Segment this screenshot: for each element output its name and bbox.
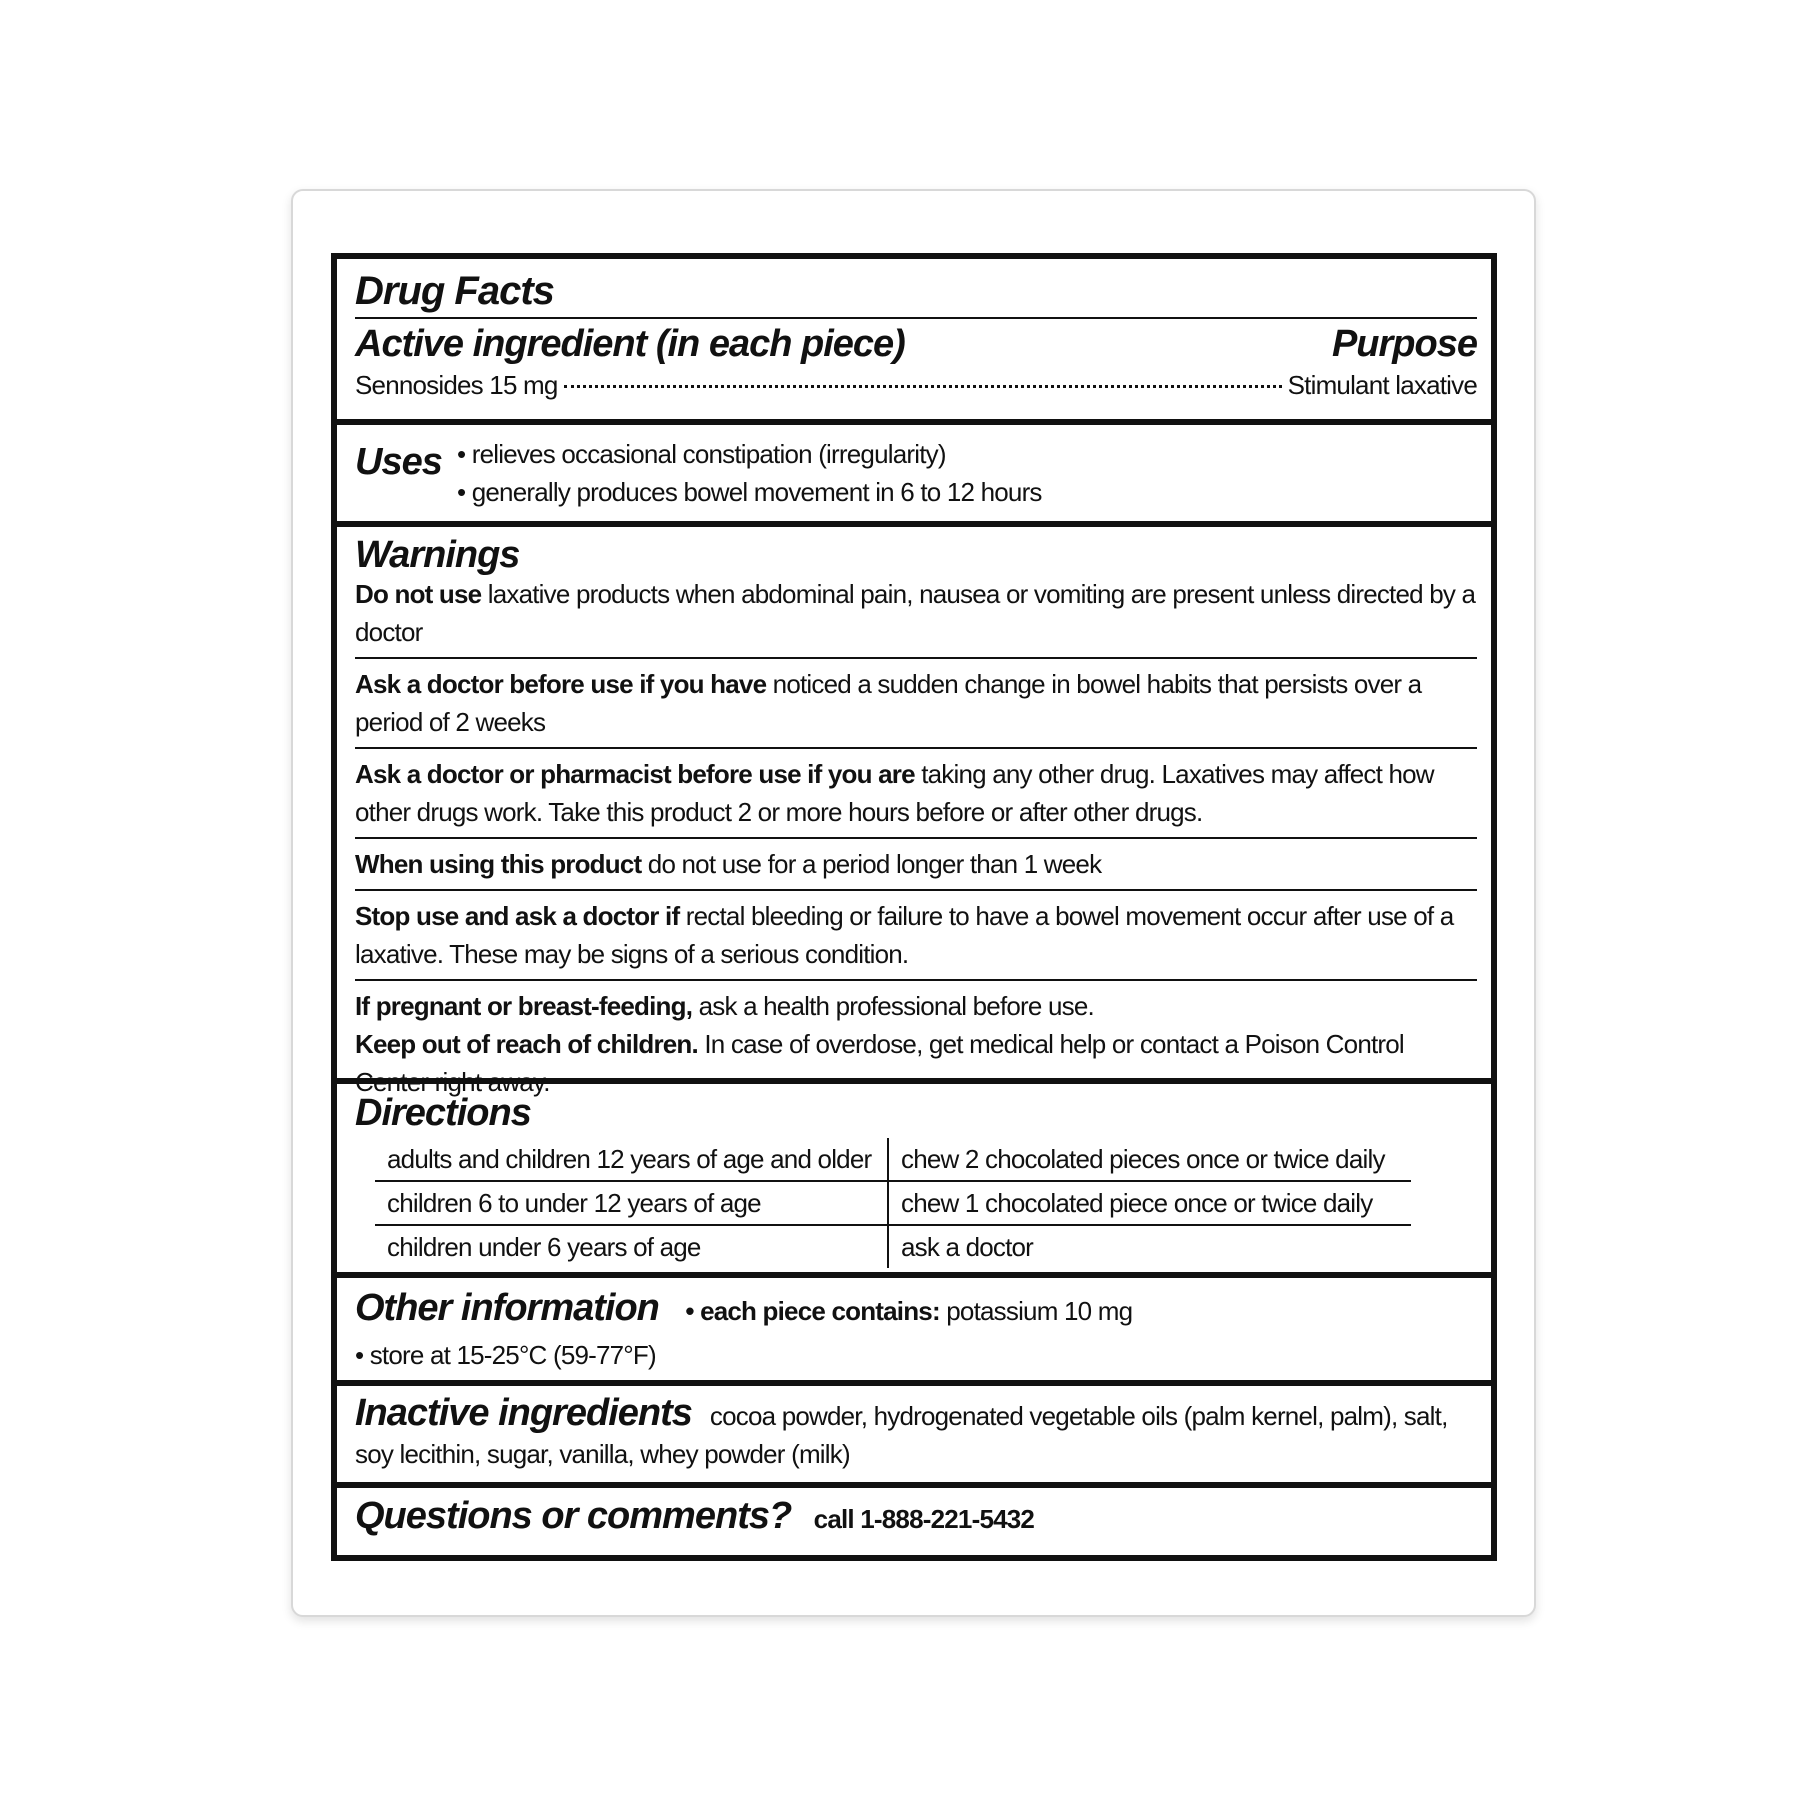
warning-when-using: When using this product do not use for a period longer than 1 week <box>355 837 1477 889</box>
active-ingredient-header-row <box>355 323 1477 366</box>
drug-facts-panel <box>331 253 1497 1561</box>
dot-leader <box>564 385 1282 388</box>
directions-table <box>375 1138 1411 1268</box>
directions-section <box>337 1084 1491 1278</box>
active-ingredient-label: Active ingredient (in each piece) <box>355 323 905 365</box>
table-row <box>375 1138 1411 1181</box>
ingredient-purpose: Stimulant laxative <box>1287 370 1477 400</box>
uses-section <box>337 425 1491 527</box>
directions-label: Directions <box>355 1092 531 1134</box>
table-row <box>375 1181 1411 1225</box>
table-row <box>375 1225 1411 1268</box>
active-ingredient-row <box>355 370 1477 401</box>
warnings-label: Warnings <box>355 534 520 576</box>
warnings-section <box>337 527 1491 1097</box>
purpose-label: Purpose <box>1331 323 1477 365</box>
age-group-cell: adults and children 12 years of age and older <box>375 1138 888 1181</box>
other-information-label: Other information <box>355 1287 659 1329</box>
list-item: • generally produces bowel movement in 6 to 12 hours <box>457 477 1042 507</box>
warning-ask-doctor: Ask a doctor before use if you have noticed a sudden change in bowel habits that persists over a period of 2 weeks <box>355 657 1477 747</box>
active-ingredient: Sennosides 15 mg <box>355 370 558 400</box>
dosage-cell: chew 1 chocolated piece once or twice daily <box>888 1181 1411 1225</box>
other-information-section <box>337 1278 1491 1386</box>
dosage-cell: ask a doctor <box>888 1225 1411 1268</box>
warning-keep-out: Keep out of reach of children. In case of overdose, get medical help or contact a Poison Control Center right away. <box>355 1029 1404 1097</box>
other-item-storage: • store at 15-25°C (59-77°F) <box>355 1340 656 1370</box>
warning-pregnant: If pregnant or breast-feeding, ask a health professional before use. <box>355 991 1094 1021</box>
warning-stop-use: Stop use and ask a doctor if rectal bleeding or failure to have a bowel movement occur after use of a laxative. These may be signs of a serious condition. <box>355 889 1477 979</box>
questions-label: Questions or comments? <box>355 1495 792 1537</box>
phone-number: call 1-888-221-5432 <box>813 1504 1035 1534</box>
warning-do-not-use: Do not use laxative products when abdominal pain, nausea or vomiting are present unless directed by a doctor <box>355 579 1476 647</box>
age-group-cell: children 6 to under 12 years of age <box>375 1181 888 1225</box>
questions-section <box>337 1488 1491 1555</box>
uses-label: Uses <box>355 441 442 483</box>
inactive-ingredients-label: Inactive ingredients <box>355 1392 692 1434</box>
uses-list <box>457 435 1042 511</box>
drug-facts-title: Drug Facts <box>355 269 554 313</box>
drug-facts-header <box>337 259 1491 425</box>
inactive-ingredients-text: cocoa powder, hydrogenated vegetable oils (palm kernel, palm), salt, soy lecithin, sugar, vanilla, whey powder (milk) <box>355 1401 1448 1469</box>
inactive-ingredients-section <box>337 1386 1491 1488</box>
header-rule <box>355 317 1477 319</box>
age-group-cell: children under 6 years of age <box>375 1225 888 1268</box>
warning-ask-pharmacist: Ask a doctor or pharmacist before use if you are taking any other drug. Laxatives may affect how other drugs work. Take this product 2 or more hours before or after other drugs. <box>355 747 1477 837</box>
dosage-cell: chew 2 chocolated pieces once or twice daily <box>901 1143 1385 1174</box>
list-item: • relieves occasional constipation (irregularity) <box>457 439 946 469</box>
other-item-contains: • each piece contains: potassium 10 mg <box>685 1296 1133 1326</box>
